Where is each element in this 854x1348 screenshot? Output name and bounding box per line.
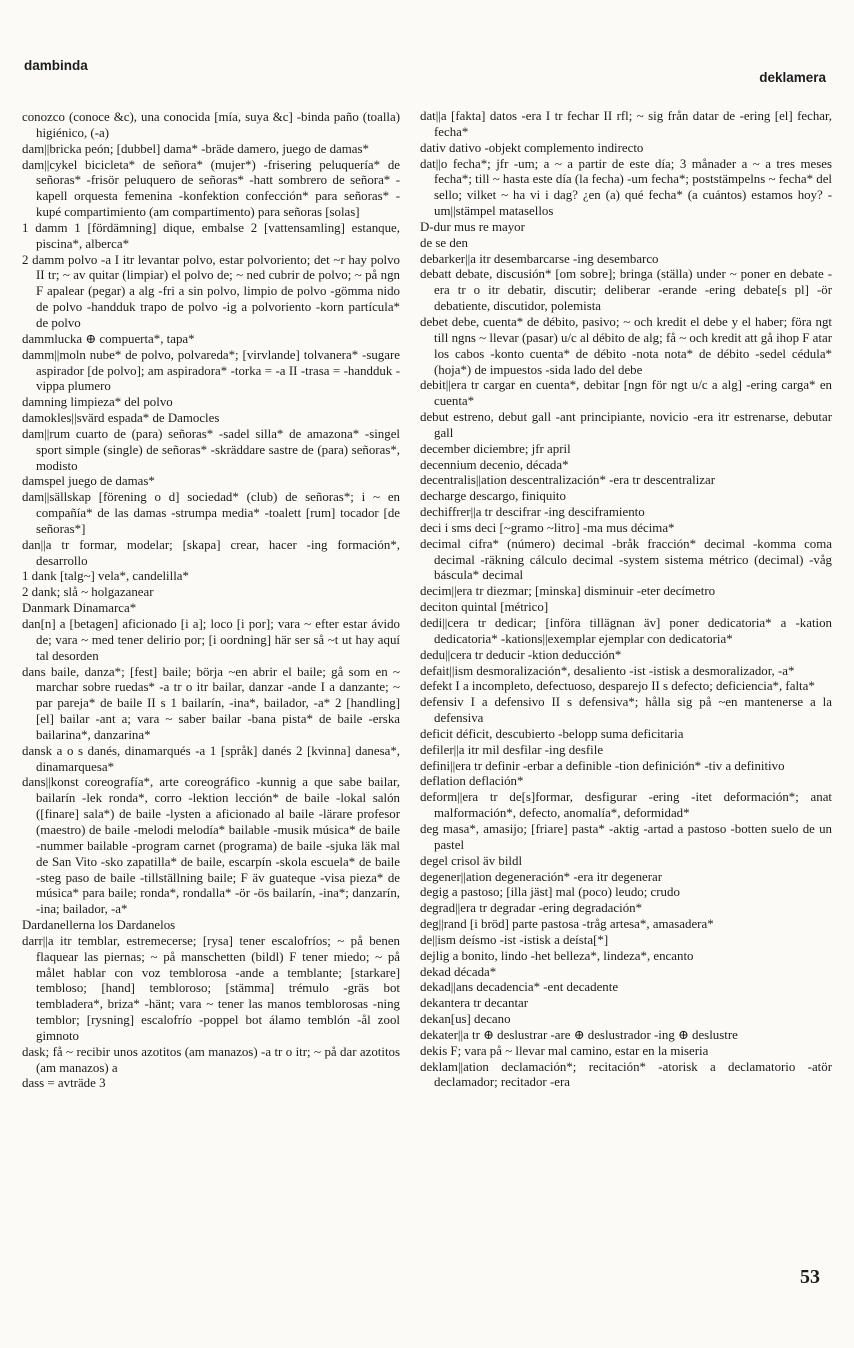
- dictionary-entry: damning limpieza* del polvo: [22, 395, 173, 410]
- dictionary-entry: defini||era tr definir -erbar a definible -tion definición* -tiv a definitivo: [420, 758, 785, 773]
- dictionary-entry: decim||era tr diezmar; [minska] disminuir -eter decímetro: [420, 584, 716, 599]
- dictionary-entry: damokles||svärd espada* de Damocles: [22, 411, 220, 426]
- dictionary-entry: dam||sällskap [förening o d] sociedad* (club) de señoras*; i ~ en compañía* de las damas -strumpa media* -toalett [rum] tocador [de señoras*]: [22, 490, 400, 536]
- dictionary-entry: dammlucka ⊕ compuerta*, tapa*: [22, 331, 195, 346]
- dictionary-entry: dam||cykel bicicleta* de señora* (mujer*) -frisering peluquería* de señoras* -frisör peluquero de señoras* -hatt sombrero de señora* -kapell orquesta femenina -konfektion confección* para señoras* -kupé compartimiento (am compartimento) para señoras [solas]: [22, 157, 400, 220]
- dictionary-entry: dam||bricka peón; [dubbel] dama* -bräde damero, juego de damas*: [22, 141, 369, 156]
- dictionary-entry: decentralis||ation descentralización* -era tr descentralizar: [420, 473, 716, 488]
- right-column: [420, 109, 832, 1091]
- dictionary-entry: degig a pastoso; [illa jäst] mal (poco) leudo; crudo: [420, 885, 680, 900]
- dictionary-entry: defiler||a itr mil desfilar -ing desfile: [420, 742, 604, 757]
- dictionary-entry: decharge descargo, finiquito: [420, 489, 566, 504]
- dictionary-entry: de se den: [420, 235, 468, 250]
- dictionary-entry: deg||rand [i bröd] parte pastosa -tråg artesa*, amasadera*: [420, 917, 714, 932]
- dictionary-entry: deg masa*, amasijo; [friare] pasta* -aktig -artad a pastoso -botten suelo de un pastel: [420, 821, 832, 852]
- dictionary-entry: dekad década*: [420, 964, 497, 979]
- dictionary-entry: deficit déficit, descubierto -belopp suma deficitaria: [420, 726, 684, 741]
- dictionary-entry: conozco (conoce &c), una conocida [mía, suya &c] -binda paño (toalla) higiénico, (-a): [22, 110, 400, 140]
- dictionary-entry: Dardanellerna los Dardanelos: [22, 918, 176, 933]
- dictionary-entry: debarker||a itr desembarcarse -ing desembarco: [420, 251, 659, 266]
- dictionary-entry: debatt debate, discusión* [om sobre]; bringa (ställa) under ~ poner en debate -era tr o itr debatir, discutir; deliberar -erande -ering debate[s pl] -ör debatiente, discutidor, polemista: [420, 267, 832, 314]
- dictionary-entry: damm||moln nube* de polvo, polvareda*; [virvlande] tolvanera* -sugare aspirador [de polvo]; am aspiradora* -torka = -a II -trasa = -handduk -vippa plumero: [22, 347, 400, 394]
- dictionary-entry: deflation deflación*: [420, 774, 524, 789]
- dictionary-entry: deform||era tr de[s]formar, desfigurar -ering -itet deformación*; anat malformación*, defecto, anomalía*, deformidad*: [420, 790, 832, 821]
- guide-word-right: deklamera: [759, 70, 826, 85]
- dictionary-entry: deklam||ation declamación*; recitación* -atorisk a declamatorio -atör declamador; recitador -era: [420, 1059, 832, 1090]
- dictionary-entry: debit||era tr cargar en cuenta*, debitar [ngn för ngt u/c a alg] -ering carga* en cuenta*: [420, 378, 832, 409]
- dictionary-entry: Danmark Dinamarca*: [22, 601, 137, 616]
- guide-word-left: dambinda: [24, 58, 88, 73]
- dictionary-entry: dask; få ~ recibir unos azotitos (am manazos) -a tr o itr; ~ på dar azotitos (am manazos) a: [22, 1044, 400, 1075]
- dictionary-entry: dativ dativo -objekt complemento indirecto: [420, 140, 644, 155]
- dictionary-entry: dansk a o s danés, dinamarqués -a 1 [språk] danés 2 [kvinna] danesa*, dinamarquesa*: [22, 743, 400, 774]
- dictionary-entry: dekater||a tr ⊕ deslustrar -are ⊕ deslustrador -ing ⊕ deslustre: [420, 1027, 738, 1042]
- dictionary-entry: dat||a [fakta] datos -era I tr fechar II rfl; ~ sig från datar de -ering [el] fechar, fecha*: [420, 109, 832, 139]
- dictionary-entry: dedu||cera tr deducir -ktion deducción*: [420, 647, 622, 662]
- dictionary-entry: 1 dank [talg~] vela*, candelilla*: [22, 569, 189, 584]
- dictionary-entry: 2 damm polvo -a I itr levantar polvo, estar polvoriento; det ~r hay polvo II tr; ~ av quitar (limpiar) el polvo de; ~ ned cubrir de polvo; ~ på ngn F apalear (pegar) a alg -fri a sin polvo, limpio de polvo -gömma nido de polvo -handduk trapo de polvo -ig a polvoriento -korn partícula* de polvo: [22, 252, 400, 330]
- dictionary-entry: degel crisol äv bildl: [420, 853, 523, 868]
- dictionary-entry: decennium decenio, década*: [420, 457, 569, 472]
- page-number: 53: [800, 1266, 820, 1288]
- dictionary-entry: degener||ation degeneración* -era itr degenerar: [420, 869, 663, 884]
- dictionary-entry: dekantera tr decantar: [420, 996, 529, 1011]
- dictionary-entry: 2 dank; slå ~ holgazanear: [22, 585, 154, 600]
- dictionary-entry: dechiffrer||a tr descifrar -ing desciframiento: [420, 505, 645, 520]
- dictionary-entry: dejlig a bonito, lindo -het belleza*, lindeza*, encanto: [420, 948, 694, 963]
- dictionary-entry: de||ism deísmo -ist -istisk a deísta[*]: [420, 932, 609, 947]
- dictionary-entry: dekad||ans decadencia* -ent decadente: [420, 980, 619, 995]
- dictionary-entry: defekt I a incompleto, defectuoso, desparejo II s defecto; deficiencia*, falta*: [420, 679, 815, 694]
- dictionary-entry: degrad||era tr degradar -ering degradación*: [420, 901, 643, 916]
- dictionary-entry: decimal cifra* (número) decimal -bråk fracción* decimal -komma coma decimal -räkning cálculo decimal -system sistema métrico (decimal) -våg báscula* decimal: [420, 536, 832, 583]
- dictionary-entry: dan[n] a [betagen] aficionado [i a]; loco [i por]; vara ~ efter estar ávido de; vara ~ med tener delirio por; [i oordning] här ser så ~t ut hay aquí tal desorden: [22, 617, 400, 663]
- dictionary-entry: deci i sms deci [~gramo ~litro] -ma mus décima*: [420, 520, 675, 535]
- dictionary-entry: dan||a tr formar, modelar; [skapa] crear, hacer -ing formación*, desarrollo: [22, 537, 400, 568]
- dictionary-entry: dekis F; vara på ~ llevar mal camino, estar en la miseria: [420, 1043, 709, 1058]
- dictionary-entry: dans baile, danza*; [fest] baile; börja ~en abrir el baile; gå som en ~ marchar sobre ruedas* -a tr o itr bailar, danzar -ande I a danzante; ~ par pareja* de baile II s 1 bailarín, -ina*, bailador, -a* 2 [handling] [el] bailar -ant a; vara ~ saber bailar -bana pista* de baile -erska bailarina*, danzarina*: [22, 664, 400, 742]
- dictionary-entry: D-dur mus re mayor: [420, 219, 525, 234]
- dictionary-entry: darr||a itr temblar, estremecerse; [rysa] tener escalofríos; ~ på benen flaquear las piernas; ~ på manschetten (bildl) F tener miedo; ~ på målet hablar con voz temblorosa -ande a temblante; [starkare] tembloso; [hand] tembloroso; [stämma] trémulo -gräs bot tembladera*, briza* -hänt; vara ~ tener las manos temblorosas -ning temblor; [rysning] escalofrío -poppel bot álamo temblón -ål zool gimnoto: [22, 933, 400, 1043]
- dictionary-entry: debut estreno, debut gall -ant principiante, novicio -era itr estrenarse, debutar gall: [420, 410, 832, 440]
- dictionary-entry: december diciembre; jfr april: [420, 441, 571, 456]
- dictionary-entry: damspel juego de damas*: [22, 474, 155, 489]
- dictionary-entry: deciton quintal [métrico]: [420, 600, 549, 615]
- dictionary-entry: defensiv I a defensivo II s defensiva*; hålla sig på ~en mantenerse a la defensiva: [420, 695, 832, 726]
- dictionary-entry: dedi||cera tr dedicar; [införa tillägnan äv] poner dedicatoria* a -kation dedicatoria* -kations||exemplar ejemplar con dedicatoria*: [420, 616, 832, 646]
- dictionary-entry: 1 damm 1 [fördämning] dique, embalse 2 [vattensamling] estanque, piscina*, alberca*: [22, 220, 400, 251]
- dictionary-entry: dans||konst coreografía*, arte coreográfico -kunnig a que sabe bailar, bailarín -lek ronda*, corro -lektion lección* de baile -lokal salón ([finare] sala*) de baile -lysten a aficionado al baile -lärare profesor (maestro) de baile -melodi melodía* bailable -musik música* de baile -nummer bailable -program carnet (programa) de baile -sjuka läk mal de San Vito -sko zapatilla* de baile, escarpín -skola escuela* de baile -steg paso de baile -tillställning baile; F äv guateque -visa pieza* de música* para baile; ronda*, rondalla* -ör -ös bailarín, -ina*; danzarín, -ina; bailador, -a*: [22, 775, 400, 917]
- dictionary-entry: dam||rum cuarto de (para) señoras* -sadel silla* de amazona* -singel sport simple (single) de señoras* -skräddare sastre de (para) señoras*, modisto: [22, 426, 400, 473]
- dictionary-entry: debet debe, cuenta* de débito, pasivo; ~ och kredit el debe y el haber; föra ngt till ngns ~ llevar (pasar) u/c al débito de alg; få ~ och kredit att gå ihop F atar los cabos -konto cuenta* de débito -nota nota* de débito -sedel cédula* (hoja*) de impuestos -sida lado del debe: [420, 314, 832, 377]
- left-column: [22, 110, 400, 1092]
- dictionary-entry: dass = avträde 3: [22, 1076, 106, 1091]
- dictionary-entry: dat||o fecha*; jfr -um; a ~ a partir de este día; 3 månader a ~ a tres meses fecha*; till ~ hasta este día (la fecha) -um fecha*; poststämpelns ~ fecha* del sello; vilket ~ ha vi i dag? ¿en (a) qué fecha* (a cuántos) estamos hoy? -um||stämpel matasellos: [420, 156, 832, 219]
- dictionary-entry: defait||ism desmoralización*, desaliento -ist -istisk a desmoralizador, -a*: [420, 663, 795, 678]
- dictionary-entry: dekan[us] decano: [420, 1012, 511, 1027]
